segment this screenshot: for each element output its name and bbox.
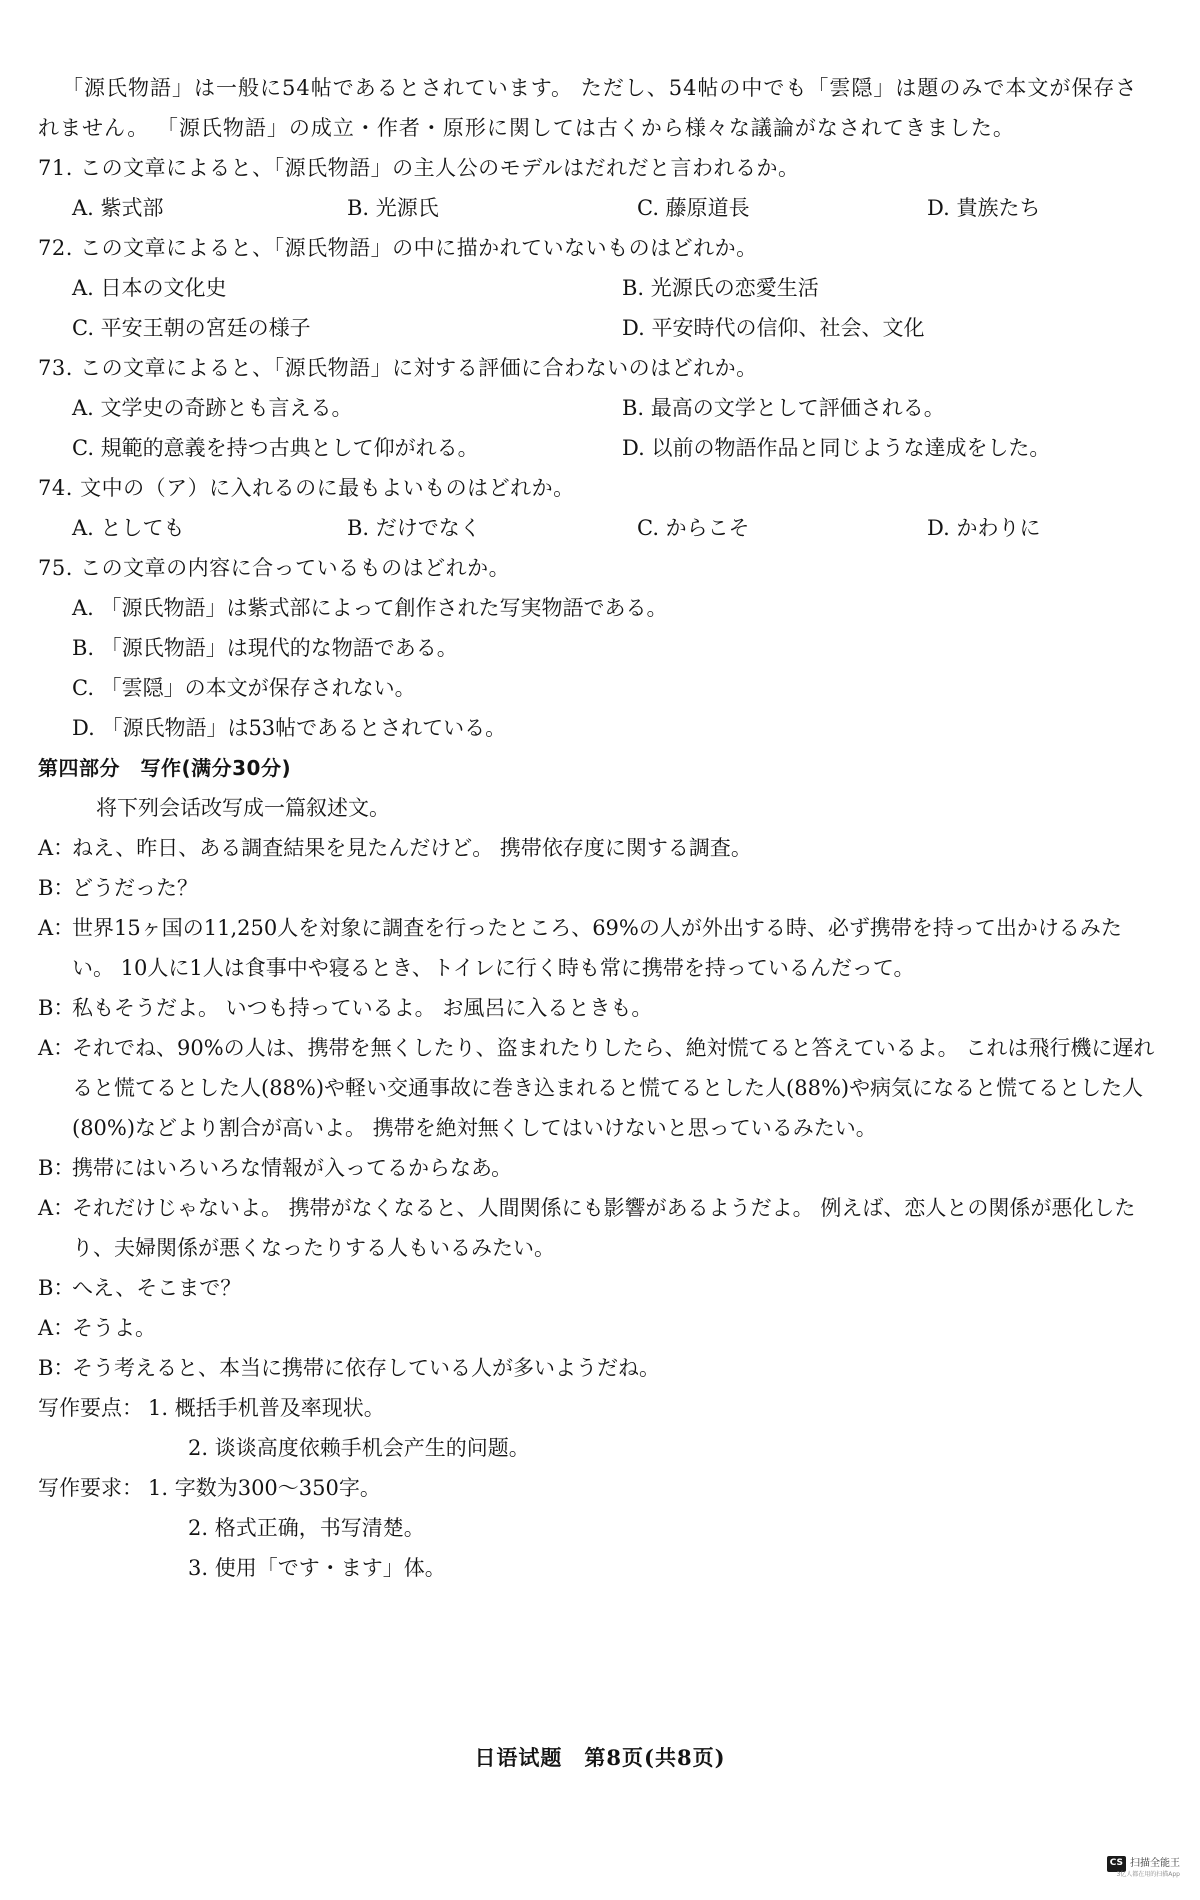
option-b: B. だけでなく — [347, 516, 481, 540]
dialog-line — [38, 988, 1158, 1028]
writing-point: 2. 谈谈高度依赖手机会产生的问题。 — [188, 1436, 530, 1460]
option-a: A. 文学史の奇跡とも言える。 — [72, 396, 353, 420]
option-a: A. 「源氏物語」は紫式部によって創作された写実物語である。 — [72, 596, 668, 620]
question-stem: 72. この文章によると、「源氏物語」の中に描かれていないものはどれか。 — [38, 236, 758, 260]
dialog-line — [38, 1268, 1158, 1308]
dialog-line — [38, 868, 1158, 908]
scanner-watermark — [1107, 1856, 1180, 1878]
utterance: それでね、90%の人は、携帯を無くしたり、盗まれたりしたら、絶対慌てると答えているよ。 これは飛行機に遅れると慌てるとした人(88%)や軽い交通事故に巻き込まれると慌てるとした人(88%)や病気になると慌てるとした人(80%)などより割合が高いよ。 携帯を絶対無くしてはいけないと思っているみたい。 — [72, 1036, 1155, 1140]
utterance: そうよ。 — [72, 1316, 156, 1340]
writing-requirements-list — [148, 1468, 1158, 1588]
scanner-tagline: 3亿人都在用的扫描App — [1116, 1871, 1180, 1878]
writing-points-label: 写作要点： — [38, 1396, 143, 1420]
options — [38, 388, 1158, 468]
option-d: D. 「源氏物語」は53帖であるとされている。 — [72, 716, 507, 740]
utterance: 携帯にはいろいろな情報が入ってるからなあ。 — [72, 1156, 513, 1180]
writing-points-list — [148, 1388, 1158, 1468]
option-c: C. 藤原道長 — [637, 196, 750, 220]
dialog-line — [38, 828, 1158, 868]
option-c: C. 平安王朝の宮廷の様子 — [72, 316, 311, 340]
question-stem: 74. 文中の（ア）に入れるのに最もよいものはどれか。 — [38, 476, 575, 500]
speaker: A： — [38, 916, 75, 940]
dialog-line — [38, 1308, 1158, 1348]
option-b: B. 最高の文学として評価される。 — [622, 396, 945, 420]
option-d: D. 平安時代の信仰、社会、文化 — [622, 316, 925, 340]
exam-page — [38, 68, 1158, 1588]
option-c: C. 「雲隠」の本文が保存されない。 — [72, 676, 416, 700]
question-stem: 71. この文章によると、「源氏物語」の主人公のモデルはだれだと言われるか。 — [38, 156, 800, 180]
options — [38, 588, 1158, 748]
writing-point: 1. 概括手机普及率现状。 — [148, 1396, 385, 1420]
question-stem: 73. この文章によると、「源氏物語」に対する評価に合わないのはどれか。 — [38, 356, 758, 380]
writing-requirement: 1. 字数为300～350字。 — [148, 1476, 381, 1500]
writing-points — [38, 1388, 1158, 1468]
page-footer: 日语试题 第8页(共8页) — [474, 1745, 726, 1770]
speaker: A： — [38, 836, 75, 860]
option-d: D. 貴族たち — [927, 196, 1041, 220]
option-a: A. としても — [72, 516, 185, 540]
utterance: そう考えると、本当に携帯に依存している人が多いようだね。 — [72, 1356, 660, 1380]
options — [38, 188, 1158, 228]
question-75 — [38, 548, 1158, 748]
option-b: B. 光源氏 — [347, 196, 439, 220]
option-d: D. 以前の物語作品と同じような達成をした。 — [622, 436, 1051, 460]
options — [38, 268, 1158, 348]
scanner-logo-icon: CS — [1107, 1856, 1126, 1872]
option-a: A. 紫式部 — [72, 196, 164, 220]
utterance: どうだった？ — [72, 876, 198, 900]
speaker: B： — [38, 1356, 75, 1380]
writing-requirements — [38, 1468, 1158, 1588]
section-title: 第四部分 写作(满分30分) — [38, 756, 292, 780]
utterance: 私もそうだよ。 いつも持っているよ。 お風呂に入るときも。 — [72, 996, 653, 1020]
section-instruction: 将下列会话改写成一篇叙述文。 — [96, 796, 390, 820]
utterance: それだけじゃないよ。 携帯がなくなると、人間関係にも影響があるようだよ。 例えば、恋人との関係が悪化したり、夫婦関係が悪くなったりする人もいるみたい。 — [72, 1196, 1136, 1260]
utterance: ねえ、昨日、ある調査結果を見たんだけど。 携帯依存度に関する調査。 — [72, 836, 752, 860]
speaker: B： — [38, 996, 75, 1020]
option-c: C. からこそ — [637, 516, 750, 540]
speaker: B： — [38, 1276, 75, 1300]
question-74 — [38, 468, 1158, 548]
speaker: A： — [38, 1036, 75, 1060]
utterance: 世界15ヶ国の11,250人を対象に調査を行ったところ、69%の人が外出する時、必ず携帯を持って出かけるみたい。 10人に1人は食事中や寝るとき、トイレに行く時も常に携帯を持っているんだって。 — [72, 916, 1122, 980]
writing-requirement: 3. 使用「です・ます」体。 — [188, 1556, 446, 1580]
question-stem: 75. この文章の内容に合っているものはどれか。 — [38, 556, 511, 580]
dialog-line — [38, 1148, 1158, 1188]
question-71 — [38, 148, 1158, 228]
dialog-line — [38, 908, 1158, 988]
speaker: B： — [38, 1156, 75, 1180]
writing-requirement: 2. 格式正确，书写清楚。 — [188, 1516, 425, 1540]
option-b: B. 光源氏の恋愛生活 — [622, 276, 819, 300]
question-73 — [38, 348, 1158, 468]
dialog-line — [38, 1348, 1158, 1388]
dialog-line — [38, 1188, 1158, 1268]
options — [38, 508, 1158, 548]
writing-requirements-label: 写作要求： — [38, 1476, 143, 1500]
option-a: A. 日本の文化史 — [72, 276, 227, 300]
speaker: A： — [38, 1316, 75, 1340]
dialog-line — [38, 1028, 1158, 1148]
option-c: C. 規範的意義を持つ古典として仰がれる。 — [72, 436, 479, 460]
speaker: A： — [38, 1196, 75, 1220]
speaker: B： — [38, 876, 75, 900]
option-b: B. 「源氏物語」は現代的な物語である。 — [72, 636, 458, 660]
utterance: へえ、そこまで？ — [72, 1276, 242, 1300]
intro-paragraph: 「源氏物語」は一般に54帖であるとされています。 ただし、54帖の中でも「雲隠」は題のみで本文が保存されません。 「源氏物語」の成立・作者・原形に関しては古くから様々な議論がなされてきました。 — [38, 76, 1138, 140]
dialog — [38, 828, 1158, 1388]
question-72 — [38, 228, 1158, 348]
option-d: D. かわりに — [927, 516, 1041, 540]
scanner-name: 扫描全能王 — [1130, 1858, 1180, 1870]
